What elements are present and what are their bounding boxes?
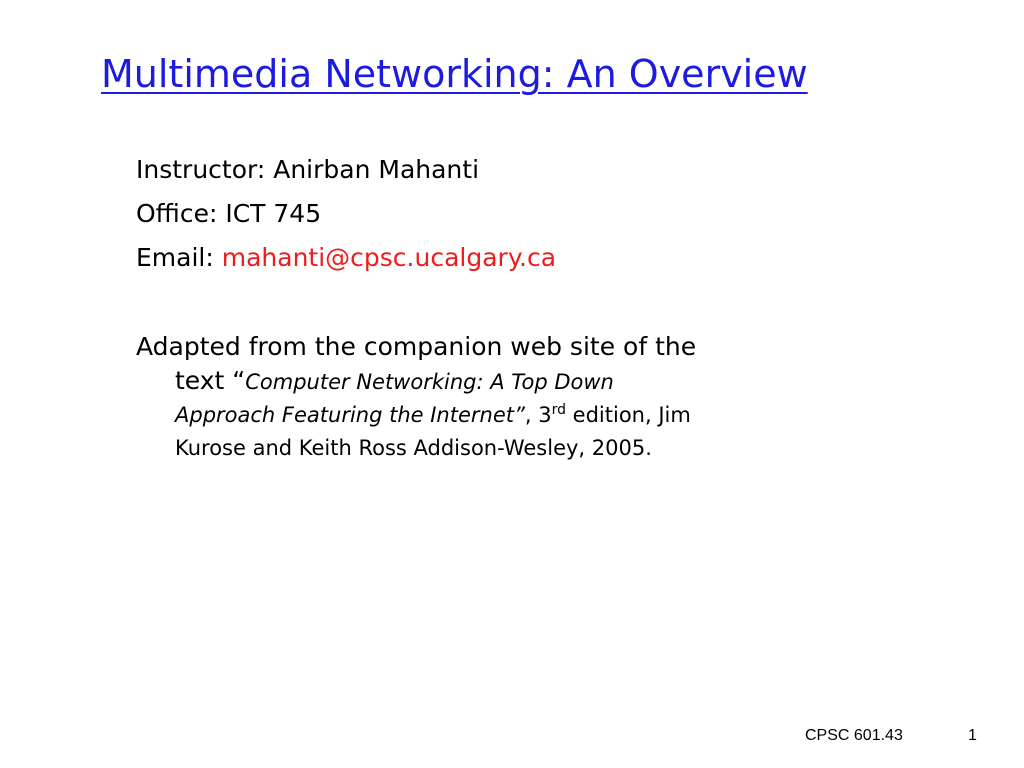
- book-title-part-1: Computer Networking: A Top Down: [245, 370, 614, 394]
- office-line: Office: ICT 745: [136, 199, 322, 228]
- footer-page-number: 1: [968, 727, 977, 744]
- edition-superscript: rd: [551, 402, 566, 418]
- book-title-part-2: Approach Featuring the Internet”: [175, 403, 525, 427]
- email-link[interactable]: mahanti@cpsc.ucalgary.ca: [221, 243, 557, 272]
- instructor-line: Instructor: Anirban Mahanti: [136, 155, 480, 184]
- instructor-info: [136, 148, 556, 280]
- credit-after-title: , 3: [524, 403, 552, 427]
- slide-title[interactable]: Multimedia Networking: An Overview: [101, 52, 808, 96]
- credit-line-1: Adapted from the companion web site of the: [136, 332, 697, 361]
- credit-authors-publisher: Kurose and Keith Ross Addison-Wesley, 2005.: [175, 436, 652, 460]
- credit-continuation: [136, 364, 876, 465]
- credit-lead: text “: [175, 366, 246, 395]
- credit-paragraph: [136, 330, 876, 465]
- credit-edition-tail: edition, Jim: [566, 403, 691, 427]
- email-line: [136, 236, 556, 280]
- footer-course: CPSC 601.43: [805, 727, 903, 744]
- email-label: Email:: [136, 243, 222, 272]
